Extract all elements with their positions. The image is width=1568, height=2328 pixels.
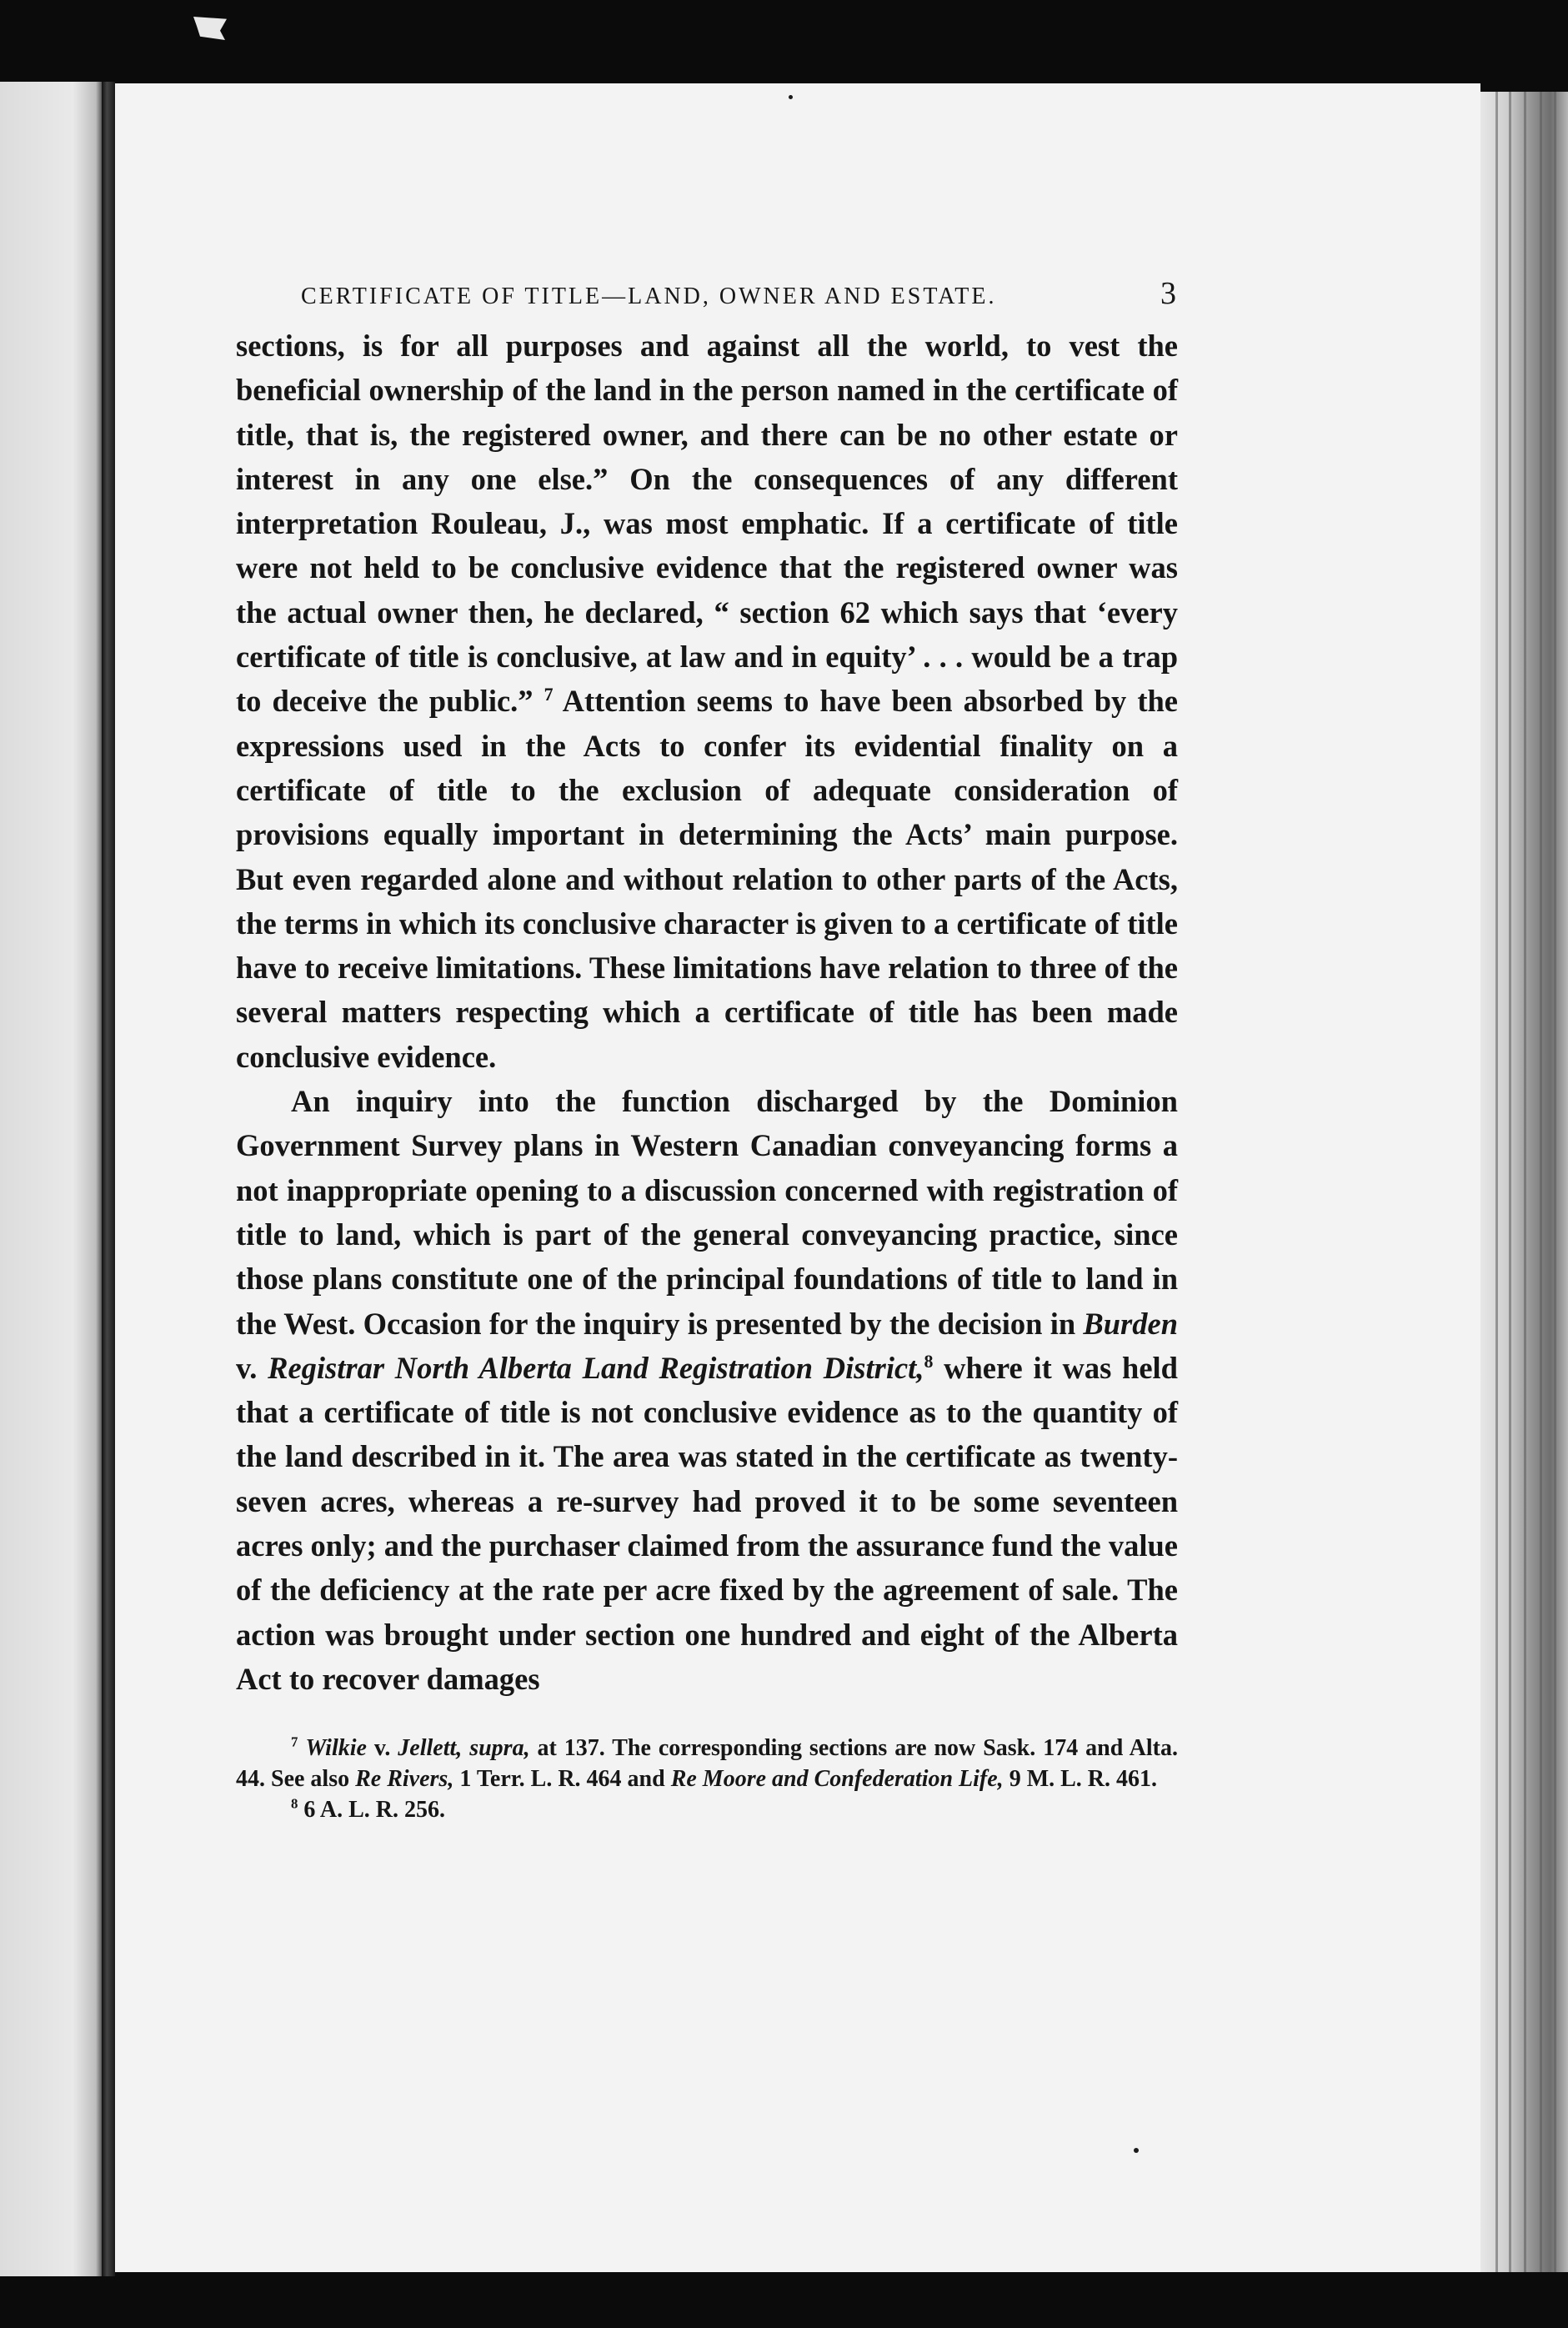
text-run: at 137. The corresponding sections are now Sask. 174 and Alta. 44. See also [236,1735,1178,1793]
italic-text: Wilkie [305,1735,367,1762]
footnote-reference: 7 [544,684,554,705]
italic-text: Re Rivers, [355,1766,454,1793]
page-text [236,275,1178,1825]
footnote-marker: 7 [291,1733,298,1750]
running-head [236,275,1178,317]
running-head-title: CERTIFICATE OF TITLE—LAND, OWNER AND ESTATE. [301,283,997,309]
text-run: where it was held that a certificate of title is not conclusive evidence as to the quantity of the land described in it. The area was stated in the certificate as twenty-seven acres, whereas a re-survey had proved it to be some seventeen acres only; and the purchaser claimed from the assurance fund the value of the deficiency at the rate per acre fixed by the agreement of sale. The action was brought under section one hundred and eight of the Alberta Act to recover damages [236,1350,1178,1696]
body-text [236,324,1178,1701]
footnotes [236,1733,1178,1825]
italic-text: Re Moore and Confederation Life, [670,1766,1004,1793]
text-run: v. [366,1735,398,1762]
page-number: 3 [1160,276,1176,311]
text-run: 9 M. L. R. 461. [1003,1766,1158,1793]
italic-text: Burden [1083,1306,1178,1341]
text-run: Attention seems to have been absorbed by the expressions used in the Acts to confer its evidential finality on a certificate of title to the exclusion of adequate consideration of provisions equally important in determining the Acts’ main purpose. But even regarded alone and without relation to other parts of the Acts, the terms in which its conclusive character is given to a certificate of title have to receive limitations. These limitations have relation to three of the several matters respecting which a certificate of title has been made conclusive evidence. [236,684,1179,1074]
italic-text: Jellett, supra, [398,1735,530,1762]
italic-text: Registrar North Alberta Land Registration District, [268,1350,924,1385]
text-run: 6 A. L. R. 256. [303,1797,445,1824]
footnote-reference: 8 [924,1350,934,1372]
footnote [236,1733,1178,1794]
paragraph [236,324,1178,1079]
speck [789,95,793,99]
text-run: sections, is for all purposes and against all the world, to vest the beneficial ownership of the land in the person named in the certificate of title, that is, the registered owner, and there can be no other estate or interest in any one else.” On the consequences of any different interpretation Rouleau, J., was most emphatic. If a certificate of title were not held to be conclusive evidence that the registered owner was the actual owner then, he declared, “ section 62 which says that ‘every certificate of title is conclusive, at law and in equity’ . . . would be a trap to deceive the public.” [236,329,1178,719]
book-spine [102,82,115,2276]
footnote-marker: 8 [291,1795,298,1812]
speck [1134,2148,1139,2153]
text-run: 1 Terr. L. R. 464 and [453,1766,671,1793]
paragraph [236,1079,1178,1701]
right-page-edge [1480,92,1568,2272]
text-run: An inquiry into the function discharged by the Dominion Government Survey plans in Western Canadian conveyancing forms a not inappropriate opening to a discussion concerned with registration of title to land, which is part of the general conveyancing practice, since those plans constitute one of the principal foundations of title to land in the West. Occasion for the inquiry is presented by the decision in [236,1084,1178,1341]
text-run: v. [236,1350,268,1385]
footnote [236,1794,1178,1825]
left-page-edge [0,82,104,2276]
scan-artifact [193,17,227,40]
